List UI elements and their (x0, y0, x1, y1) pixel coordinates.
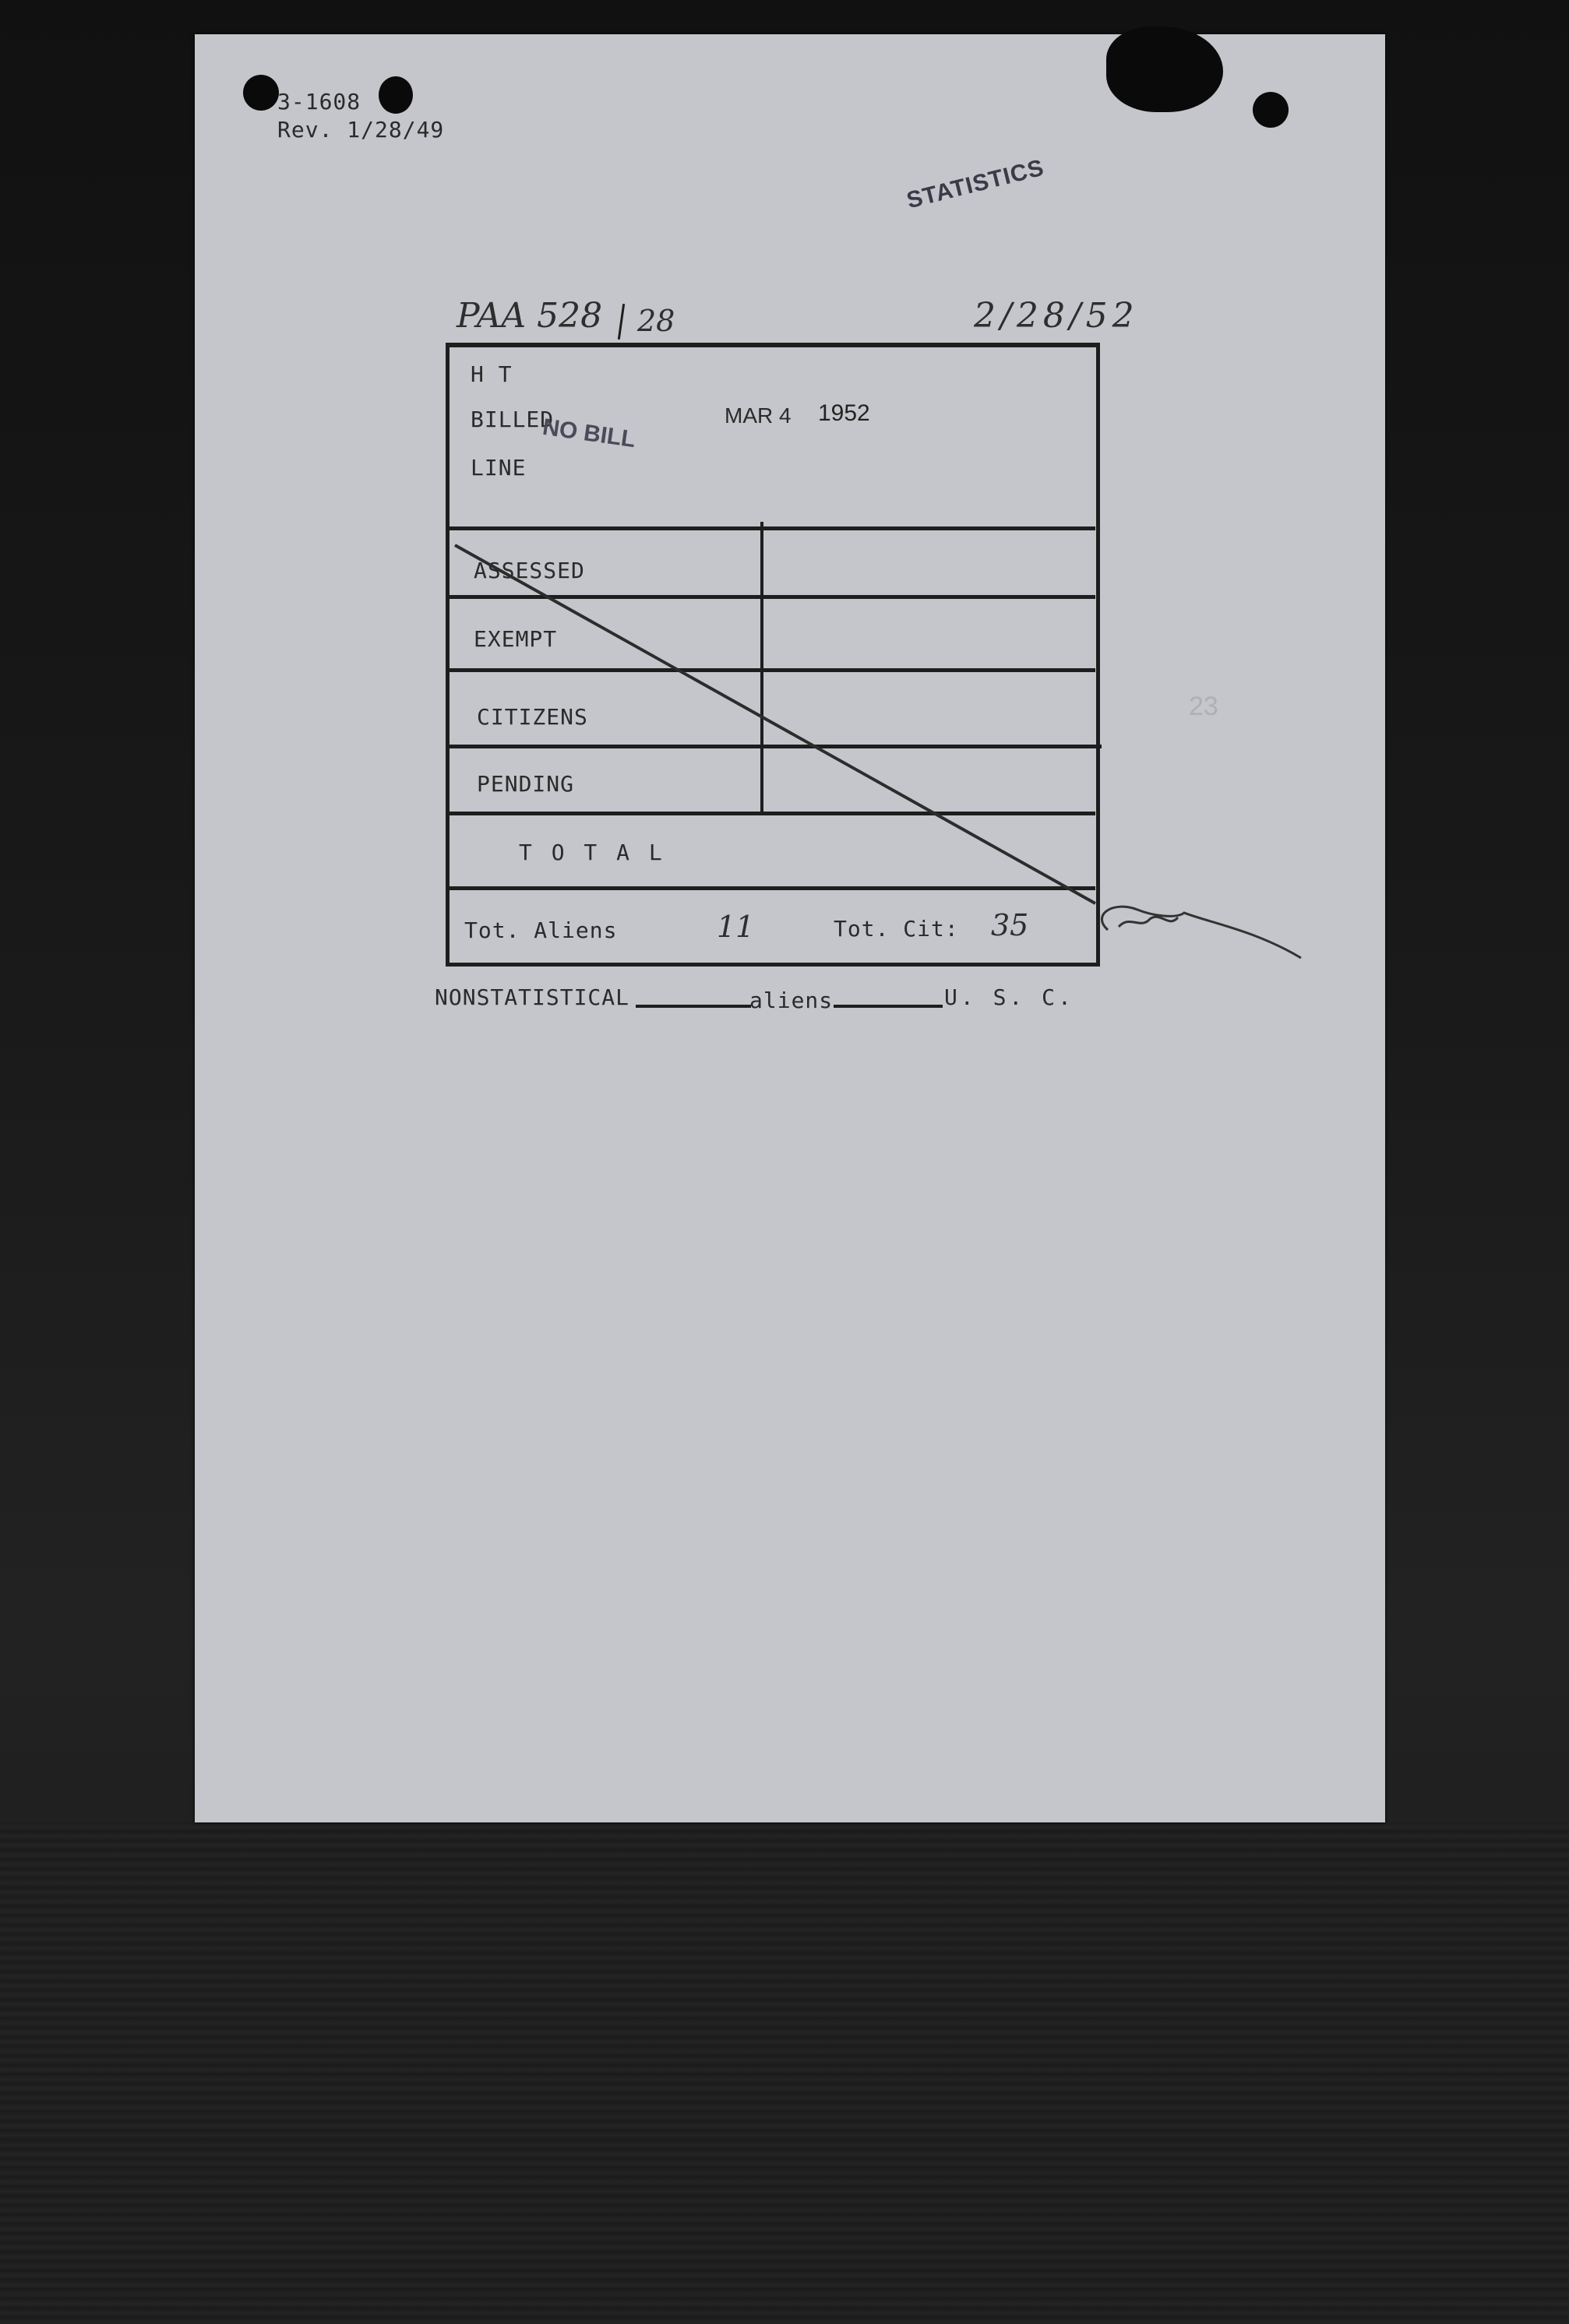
aliens-label: aliens (749, 988, 834, 1013)
usc-label: U. S. C. (944, 984, 1074, 1010)
header-billed: BILLED (471, 407, 555, 432)
tot-cit-value: 35 (991, 908, 1029, 942)
faint-margin-number: 23 (1189, 692, 1218, 721)
total-label: T O T A L (519, 840, 665, 865)
row-label-pending: PENDING (477, 771, 575, 797)
tot-aliens-label: Tot. Aliens (464, 917, 618, 943)
no-bill-stamp: NO BILL (541, 414, 637, 453)
header-ht: H T (471, 361, 513, 387)
date-stamp-month: MAR 4 (725, 403, 792, 428)
nonstatistical-blank (636, 1005, 751, 1008)
handwritten-date: 2/28/52 (974, 296, 1139, 336)
nonstatistical-label: NONSTATISTICAL (435, 984, 630, 1010)
diagonal-strike-and-initials (195, 34, 1385, 1047)
document-sheet (195, 34, 1385, 1822)
date-stamp-year: 1952 (818, 400, 870, 426)
header-line: LINE (471, 455, 527, 481)
aliens-blank (834, 1005, 943, 1008)
film-lower-band (0, 1822, 1569, 2324)
row-label-citizens: CITIZENS (477, 704, 588, 730)
tot-cit-label: Tot. Cit: (834, 916, 959, 942)
statistics-stamp: STATISTICS (904, 154, 1047, 214)
form-revision: Rev. 1/28/49 (277, 117, 445, 143)
tot-aliens-value: 11 (717, 910, 755, 944)
form-number: 3-1608 (277, 89, 361, 114)
handwritten-code-suffix: 28 (637, 304, 675, 338)
handwritten-code: PAA 528 (457, 296, 603, 336)
row-label-exempt: EXEMPT (474, 626, 558, 652)
row-label-assessed: ASSESSED (474, 558, 585, 583)
